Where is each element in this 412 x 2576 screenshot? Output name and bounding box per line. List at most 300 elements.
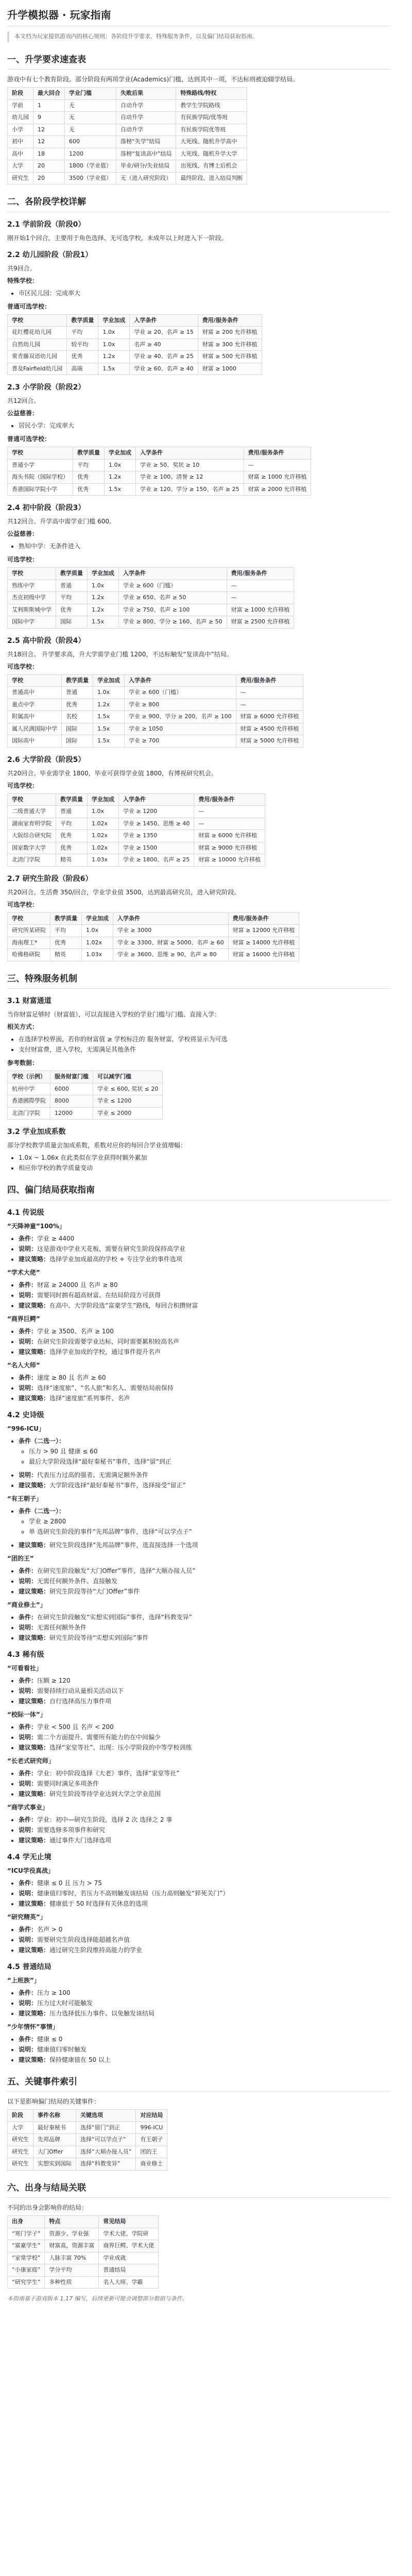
list-item	[19, 2055, 390, 2064]
table-cell: “寒门学子”	[8, 2228, 45, 2240]
table-cell: “小康家庭”	[8, 2264, 45, 2277]
table-cell: 学业 ≥ 1200	[119, 806, 194, 818]
list-item: • 条件（二选一）： ◦ 学业 ≥ 2800 ◦ 单 选研究生阶段的事件“先邦品牌”事件，选择“可以学点子”	[19, 1506, 390, 1536]
table-cell: 普通结局	[99, 2264, 159, 2277]
table-cell: 花红樱花幼儿园	[8, 327, 67, 339]
table-cell: 1.2x	[98, 351, 130, 363]
table-row	[8, 338, 262, 351]
table-row	[8, 806, 265, 818]
table-cell: 学业成就	[99, 2252, 159, 2264]
table-row	[8, 937, 299, 949]
page-title: 升学模拟器 · 玩家指南	[7, 7, 390, 26]
item-key: 条件：	[19, 1374, 38, 1381]
table-cell: 属人民满国际中学	[8, 723, 62, 735]
list-item	[19, 1566, 390, 1575]
list-item: • 熟知中学：无条件进入	[19, 541, 390, 551]
item-value: 这是游戏中学业天花板，需要在研究生阶段保持高学业	[37, 1245, 186, 1252]
item-value: 选择学业加成的学校，通过事件提升名声	[49, 1348, 161, 1355]
table-cell: 选择“可以学点子”	[76, 2134, 136, 2146]
item-key: 条件：	[19, 1989, 38, 1996]
data-table	[7, 674, 303, 748]
ending-name: “ICU学役真战」	[7, 1867, 54, 1874]
list-item	[19, 1878, 390, 1888]
bullet-list	[7, 421, 390, 430]
item-key: 说明：	[19, 1577, 38, 1585]
list-item	[19, 1988, 390, 1997]
column-header: 常见结局	[99, 2216, 159, 2228]
table-cell: 1	[33, 99, 65, 112]
table-header-row	[8, 568, 294, 580]
table-cell: 湖南家育明学院	[8, 818, 56, 830]
table-cell: 财富 ≥ 5000 允许移植	[236, 735, 303, 748]
subsection-heading: 3.1 财富通道	[7, 997, 52, 1005]
table-row	[8, 459, 311, 471]
table-cell: 996-ICU	[136, 2122, 167, 2134]
paragraph: 普通可选学校：	[7, 302, 51, 310]
bullet-list	[7, 1815, 390, 1845]
subsection-heading: 3.2 学业加成系数	[7, 1128, 66, 1136]
table-row	[8, 699, 303, 711]
data-table	[7, 314, 262, 376]
table-row	[8, 723, 303, 735]
table-cell: 600	[65, 136, 116, 148]
item-key: 建议策略：	[19, 1541, 50, 1549]
data-table	[7, 793, 265, 867]
table-cell: 大学	[8, 2122, 33, 2134]
table-cell: 1.02x	[82, 937, 113, 949]
bullet-list	[7, 1280, 390, 1310]
list-item	[19, 1769, 390, 1778]
column-header: 学业加成	[93, 674, 125, 687]
table-cell: 大死线、随机升学高中	[176, 136, 247, 148]
table-cell: 学业 ≥ 1450、思维 ≥ 40	[119, 818, 194, 830]
data-table	[7, 447, 311, 496]
table-cell: 先邦品牌	[33, 2134, 76, 2146]
section-heading: 四、偏门结局获取指南	[7, 1184, 390, 1200]
table-cell: —	[236, 687, 303, 699]
list-item	[19, 1301, 390, 1310]
ending-name: “长老式研究师」	[7, 1757, 55, 1765]
list-item	[19, 1722, 390, 1732]
table-cell: 优秀	[73, 471, 105, 484]
table-cell: 学术大佬、学院研	[99, 2228, 159, 2240]
table-row	[8, 925, 299, 937]
column-header: 教学质量	[56, 793, 88, 806]
table-row	[8, 1107, 163, 1120]
table-cell: 熟练中学	[8, 580, 56, 592]
column-header: 学校	[8, 793, 56, 806]
table-cell: 1.5x	[93, 711, 125, 723]
table-cell: 1.2x	[88, 604, 119, 616]
item-value: 压力过大时可能触发	[37, 1999, 93, 2007]
table-cell: 选择“大顺办接人员”	[76, 2146, 136, 2158]
item-value: 代表压力过高的强者、无需满足额外条件	[37, 1471, 149, 1479]
data-table	[7, 912, 299, 961]
list-item	[19, 1255, 390, 1264]
table-cell: 无	[65, 99, 116, 112]
table-cell: —	[227, 592, 294, 604]
item-value: 在研究生阶段触发“大门Offer”事件，选择“大顺办接人员”	[37, 1567, 196, 1574]
table-cell: 北清门学院	[8, 854, 56, 867]
table-cell: 财富 ≥ 300 允许移植	[198, 338, 262, 351]
list-item	[19, 1623, 390, 1632]
table-cell: 名人大师、学霸	[99, 2276, 159, 2289]
table-cell: 国际	[56, 616, 88, 629]
table-cell: “研究学生”	[8, 2276, 45, 2289]
table-cell: 自然幼儿园	[8, 338, 67, 351]
table-cell: 研究生	[8, 2134, 33, 2146]
table-cell: 12	[33, 124, 65, 136]
paragraph: 刚开始1个回合，主要用于角色选择、无可选学校，未成年以上时进入下一阶段。	[7, 234, 228, 242]
item-value: 需要同时满足多项条件	[37, 1780, 99, 1787]
table-cell: 毕业/研分/失业结局	[116, 160, 176, 173]
item-value: 需要选修多项事件和研究	[37, 1826, 106, 1834]
table-cell: 自动升学	[116, 99, 176, 112]
bullet-list	[7, 1988, 390, 2018]
item-key: 建议策略：	[19, 1348, 50, 1355]
column-header: 教学质量	[56, 568, 88, 580]
bullet-list	[7, 1613, 390, 1642]
table-cell: 学业 ≥ 650、名声 ≥ 50	[119, 592, 227, 604]
table-row	[8, 148, 247, 160]
table-cell: 教学生学院路线	[176, 99, 247, 112]
table-cell: 研究生	[8, 172, 33, 184]
table-row	[8, 830, 265, 842]
column-header: 阶段	[8, 88, 33, 100]
item-key: 建议策略：	[19, 1743, 50, 1751]
column-header: 教学质量	[50, 912, 82, 925]
bullet-list	[7, 1769, 390, 1799]
table-cell: 平均	[56, 592, 88, 604]
column-header: 学校	[8, 447, 73, 460]
table-cell: 小学	[8, 124, 33, 136]
item-value: 无需任何额外条件	[37, 1623, 87, 1631]
table-cell: 财富 ≥ 16000 允许移植	[228, 949, 299, 961]
table-row	[8, 687, 303, 699]
paragraph: 不同的出身会影响你的结局：	[7, 2204, 88, 2211]
item-value: 健康 ≤ 0 且 压力 > 75	[37, 1879, 102, 1887]
table-cell: 无	[65, 112, 116, 124]
column-header: 学校（示例）	[8, 1071, 50, 1083]
table-cell: 学业 ≥ 750、名声 ≥ 100	[119, 604, 227, 616]
item-value: 选择“速度旅”系列事件、名声	[49, 1394, 130, 1402]
section-heading: 六、出身与结局关联	[7, 2182, 390, 2198]
paragraph: 可选学校：	[7, 782, 39, 789]
table-cell: 1.5x	[93, 735, 125, 748]
item-value: 保持健康值在 50 以上	[49, 2056, 111, 2063]
table-cell: 大死线、随机升学大学	[176, 148, 247, 160]
table-cell: 1800（学业值）	[65, 160, 116, 173]
table-cell: 名声 ≥ 40	[130, 338, 198, 351]
table-cell: 较平均	[67, 338, 98, 351]
list-item	[19, 1470, 390, 1480]
item-key: 条件：	[19, 1327, 38, 1335]
table-cell: 大阪综合研究院	[8, 830, 56, 842]
item-key: 说明：	[19, 1889, 38, 1897]
table-cell: 杭州中学	[8, 1083, 50, 1095]
table-cell: 优秀	[56, 830, 88, 842]
table-cell: 1.5x	[105, 483, 136, 496]
table-cell: 普通	[56, 580, 88, 592]
table-cell: 1.02x	[88, 818, 119, 830]
paragraph: 公益慈善：	[7, 530, 39, 537]
table-cell: “富豪学生”	[8, 2240, 45, 2252]
data-table	[7, 567, 294, 629]
item-key: 说明：	[19, 1471, 38, 1479]
column-header: 事件名称	[33, 2110, 76, 2122]
list-item	[19, 1577, 390, 1586]
table-cell: 海头书院（国际学校）	[8, 471, 73, 484]
item-key: 建议策略：	[19, 2009, 50, 2017]
table-cell: 国际中学	[8, 616, 56, 629]
column-header: 学业加成	[88, 568, 119, 580]
table-header-row	[8, 793, 265, 806]
table-cell: 有民族学院优等班	[176, 124, 247, 136]
table-cell: 财富 ≥ 4500 允许移植	[236, 723, 303, 735]
item-key: 说明：	[19, 1384, 38, 1392]
table-cell: 自动升学	[116, 112, 176, 124]
bullet-list	[7, 1722, 390, 1752]
bullet-list	[7, 1676, 390, 1706]
table-row	[8, 735, 303, 748]
table-cell: 落榜“失学”结局	[116, 136, 176, 148]
bullet-list	[7, 1035, 390, 1054]
table-cell: —	[194, 806, 265, 818]
list-item: • 市区民儿园：完成率大	[19, 289, 390, 298]
paragraph: 共20回合。毕业需学业 1800，毕业可获得学业值 1800，有博视研究机会。	[7, 769, 217, 777]
table-cell: 人脉丰富 70%	[45, 2252, 99, 2264]
table-row	[8, 483, 311, 496]
table-row	[8, 2122, 167, 2134]
table-cell: 学业 ≥ 800	[125, 699, 236, 711]
column-header: 最大回合	[33, 88, 65, 100]
table-cell: 财富 ≥ 1000	[198, 363, 262, 375]
list-item	[19, 2045, 390, 2054]
list-item	[19, 1383, 390, 1393]
table-cell: 1.0x	[82, 925, 113, 937]
table-cell: 团的王	[136, 2146, 167, 2158]
list-item: • 相应你学校的教学质量变动	[19, 1163, 390, 1173]
item-key: 说明：	[19, 1687, 38, 1694]
column-header: 费用/服务条件	[236, 674, 303, 687]
table-cell: 二级普通大学	[8, 806, 56, 818]
item-value: 大学阶段选择“最好秦秘书”事件，选择接受“留正”	[49, 1481, 186, 1489]
list-item: • 支付财富费，进入学校，无需满足其他条件	[19, 1045, 390, 1054]
item-key: 说明：	[19, 1999, 38, 2007]
list-item	[19, 1825, 390, 1835]
table-cell: 学业 ≥ 600（门槛）	[119, 580, 227, 592]
item-key: 建议策略：	[19, 1836, 50, 1844]
table-cell: 普通	[62, 687, 93, 699]
table-cell: 国际	[62, 723, 93, 735]
item-value: 学业 < 500 且 名声 < 200	[37, 1723, 114, 1731]
item-key: 条件：	[19, 2035, 38, 2043]
list-item	[19, 1280, 390, 1290]
paragraph: 共18回合。 升学要求高，升大学需学业门槛 1200，不达标触发“复读高中”结局。	[7, 650, 233, 658]
item-key: 建议策略：	[19, 1301, 50, 1309]
table-cell: 普通	[56, 806, 88, 818]
table-row	[8, 351, 262, 363]
table-cell: 学业 ≥ 600（门槛）	[125, 687, 236, 699]
table-row	[8, 2264, 159, 2277]
item-value: 研究生阶段等待“实想实到国际”事件	[49, 1634, 149, 1641]
table-cell: 学业 ≥ 1800、名声 ≥ 25	[119, 854, 194, 867]
bullet-list	[7, 1506, 390, 1536]
table-cell: 大门Offer	[33, 2146, 76, 2158]
table-cell: 学业 ≥ 40、名声 ≥ 25	[130, 351, 198, 363]
table-cell: 财富 ≥ 9000 允许移植	[194, 842, 265, 854]
table-row	[8, 711, 303, 723]
table-row	[8, 363, 262, 375]
table-cell: 学业 ≥ 3000	[113, 925, 229, 937]
item-key: 条件：	[19, 1613, 38, 1621]
table-cell: 12000	[50, 1107, 93, 1120]
item-key: 条件：	[19, 1281, 38, 1289]
list-item	[19, 2035, 390, 2044]
ending-name: “996-ICU」	[7, 1425, 45, 1432]
table-row	[8, 136, 247, 148]
table-row	[8, 580, 294, 592]
table-cell: 无（进入研究阶段）	[116, 172, 176, 184]
item-key: 说明：	[19, 1245, 38, 1252]
column-header: 学校	[8, 568, 56, 580]
data-table	[7, 1071, 163, 1120]
list-item	[19, 1899, 390, 1908]
footer-note: 本指南基于游戏版本 1.17 编写，后续更新可能会调整部分数值与条件。	[7, 2295, 188, 2302]
column-header: 入学条件	[119, 568, 227, 580]
column-header: 费用/服务条件	[227, 568, 294, 580]
item-key: 条件：	[19, 1769, 38, 1777]
paragraph: 以下是影响偏门结局的关键事件：	[7, 2098, 100, 2105]
table-cell: 自动升学	[116, 124, 176, 136]
section-heading: 一、升学要求速查表	[7, 54, 390, 70]
list-item	[19, 2009, 390, 2018]
item-key: 建议策略：	[19, 1634, 50, 1641]
table-row	[8, 2252, 159, 2264]
list-item	[19, 1676, 390, 1685]
table-cell: 18	[33, 148, 65, 160]
table-header-row	[8, 88, 247, 100]
table-row	[8, 854, 265, 867]
data-table	[7, 87, 247, 184]
table-cell: 资源少、学业强	[45, 2228, 99, 2240]
item-key: 说明：	[19, 1780, 38, 1787]
list-item	[19, 1481, 390, 1490]
table-cell: —	[194, 818, 265, 830]
subsection-heading: 4.5 普通结局	[7, 1962, 52, 1971]
item-value: 需要研究生阶段选择能超越名声值	[37, 1936, 130, 1943]
table-cell: 学业 ≥ 800、学分 ≥ 160、名声 ≥ 50	[119, 616, 227, 629]
subsection-heading: 2.1 学前阶段（阶段0）	[7, 220, 85, 229]
subsection-heading: 2.7 研究生阶段（阶段6）	[7, 874, 93, 883]
table-row	[8, 1083, 163, 1095]
column-header: 学业加成	[105, 447, 136, 460]
ending-name: “名人大师”	[7, 1361, 40, 1369]
column-header: 教学质量	[62, 674, 93, 687]
table-cell: 艾利斯斯城中学	[8, 604, 56, 616]
table-cell: 研究生	[8, 2158, 33, 2171]
ending-name: “商学式事业」	[7, 1803, 48, 1811]
paragraph: 共12回合。	[7, 397, 40, 404]
table-cell: 哈佛格研院	[8, 949, 50, 961]
table-cell: 平均	[67, 327, 98, 339]
table-cell: 1.2x	[105, 471, 136, 484]
item-value: 学业 ≥ 3500、名声 ≥ 100	[37, 1327, 114, 1335]
table-cell: 普及Fairfield幼儿园	[8, 363, 67, 375]
item-value: 学业：初中阶段选择《大老》事件，选择“家堂等社”	[37, 1769, 180, 1777]
item-value: 需要同时拥有超高财富、在结局阶段方可获得	[37, 1291, 161, 1299]
column-header: 可以减学门槛	[93, 1071, 163, 1083]
item-value: 压力选择低压力事件、以免触发该结局	[49, 2009, 155, 2017]
table-cell: 初中	[8, 136, 33, 148]
table-row	[8, 818, 265, 830]
column-header: 费用/服务条件	[228, 912, 299, 925]
table-cell: 20	[33, 160, 65, 173]
table-row	[8, 2158, 167, 2171]
table-cell: 出死线、有博士后机会	[176, 160, 247, 173]
paragraph: 参考数据：	[7, 1059, 39, 1066]
table-cell: 名校	[62, 711, 93, 723]
table-cell: —	[227, 580, 294, 592]
table-cell: 学业 ≥ 20、名声 ≥ 15	[130, 327, 198, 339]
bullet-list	[7, 1234, 390, 1264]
table-cell: 优秀	[73, 483, 105, 496]
table-row	[8, 327, 262, 339]
table-row	[8, 2146, 167, 2158]
table-cell: 学业 ≤ 1200	[93, 1095, 163, 1108]
item-key: 条件：	[19, 1234, 38, 1242]
table-row	[8, 160, 247, 173]
column-header: 学校	[8, 314, 67, 327]
table-cell: 精英	[56, 854, 88, 867]
table-cell: 财富 ≥ 6000 允许移植	[236, 711, 303, 723]
table-cell: 优秀	[67, 351, 98, 363]
list-item	[19, 1889, 390, 1898]
ending-name: “商业修土”」	[7, 1601, 46, 1608]
item-key: 建议策略：	[19, 1790, 50, 1798]
column-header: 教学质量	[67, 314, 98, 327]
ending-name: “天降神童”100%」	[7, 1222, 65, 1230]
table-row	[8, 949, 299, 961]
item-key: 建议策略：	[19, 1481, 50, 1489]
list-item	[19, 1373, 390, 1382]
column-header: 对应结局	[136, 2110, 167, 2122]
bullet-list	[7, 289, 390, 298]
table-cell: —	[236, 699, 303, 711]
column-header: 特殊路线/特权	[176, 88, 247, 100]
paragraph: 相关方式：	[7, 1023, 39, 1030]
table-header-row	[8, 2110, 167, 2122]
table-cell: 财富 ≥ 10000 允许移植	[194, 854, 265, 867]
list-item: ◦ 压力 > 90 且 健康 ≤ 60	[29, 1447, 390, 1456]
list-item	[19, 1540, 390, 1550]
subsection-heading: 4.3 稀有级	[7, 1650, 44, 1659]
column-header: 关键选项	[76, 2110, 136, 2122]
table-cell: 普通小学	[8, 459, 73, 471]
column-header: 学业加成	[88, 793, 119, 806]
table-cell: 1.02x	[88, 830, 119, 842]
list-item: • 条件（二选一）： ◦ 压力 > 90 且 健康 ≤ 60 ◦ 最后大学阶段选择“最好秦秘书”事件，选择“留”到正	[19, 1436, 390, 1466]
item-value: 速度 ≥ 80 且 名声 ≥ 60	[37, 1374, 106, 1381]
item-key: 说明：	[19, 1291, 38, 1299]
table-cell: 北清门学院	[8, 1107, 50, 1120]
item-value: 选择“家堂等社”、出现：压小学阶段的中等学校训练	[49, 1743, 192, 1751]
list-item	[19, 1733, 390, 1742]
table-cell: 1.5x	[88, 616, 119, 629]
list-item	[19, 1697, 390, 1706]
column-header: 学业加成	[82, 912, 113, 925]
item-key: 建议策略：	[19, 1255, 50, 1263]
